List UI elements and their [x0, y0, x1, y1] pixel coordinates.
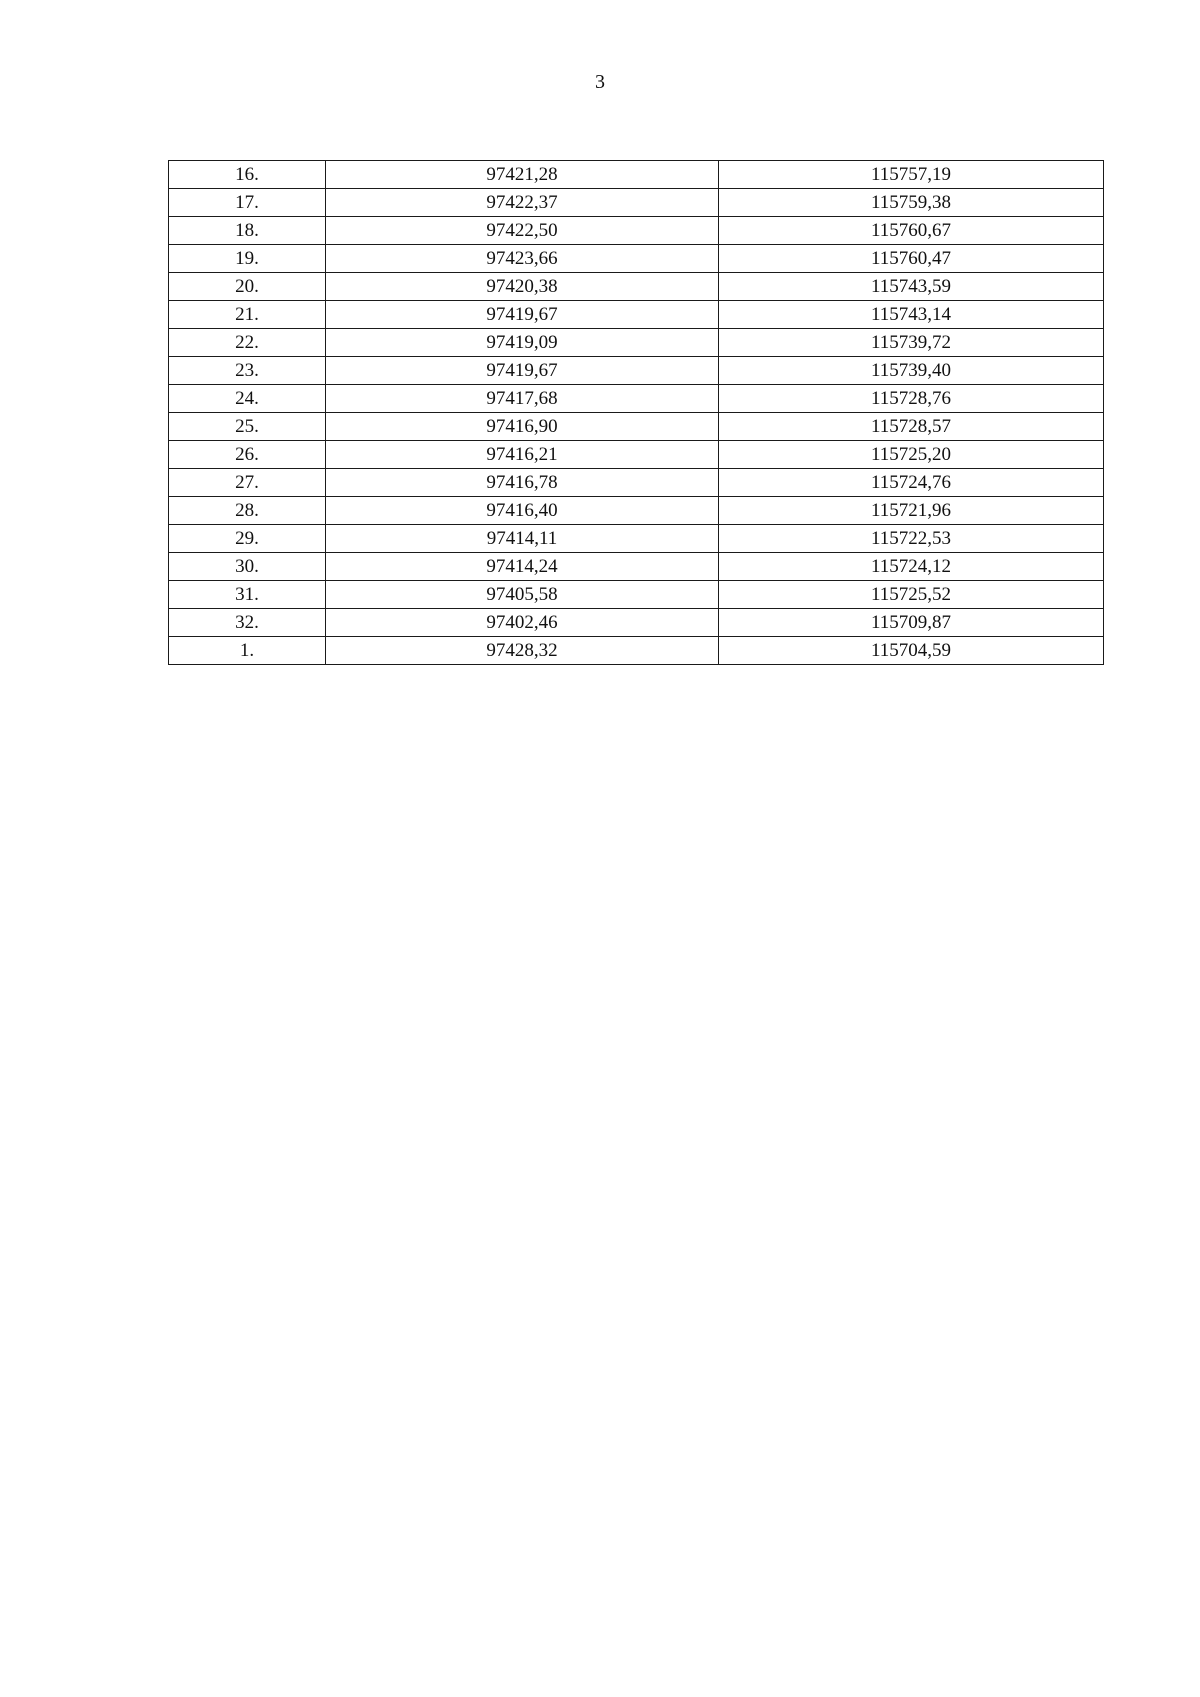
point-number-cell: 22.	[169, 329, 326, 357]
x-coordinate-cell: 97417,68	[326, 385, 719, 413]
y-coordinate-cell: 115728,76	[719, 385, 1104, 413]
point-number-cell: 32.	[169, 609, 326, 637]
table-row	[169, 413, 1104, 441]
y-coordinate-cell: 115724,12	[719, 553, 1104, 581]
x-coordinate-cell: 97420,38	[326, 273, 719, 301]
x-coordinate-cell: 97405,58	[326, 581, 719, 609]
y-coordinate-cell: 115739,72	[719, 329, 1104, 357]
table-row	[169, 189, 1104, 217]
table-row	[169, 385, 1104, 413]
x-coordinate-cell: 97402,46	[326, 609, 719, 637]
point-number-cell: 19.	[169, 245, 326, 273]
table-row	[169, 497, 1104, 525]
table-row	[169, 525, 1104, 553]
table-row	[169, 609, 1104, 637]
y-coordinate-cell: 115759,38	[719, 189, 1104, 217]
table-row	[169, 161, 1104, 189]
point-number-cell: 17.	[169, 189, 326, 217]
y-coordinate-cell: 115760,67	[719, 217, 1104, 245]
point-number-cell: 18.	[169, 217, 326, 245]
table-row	[169, 553, 1104, 581]
table-row	[169, 245, 1104, 273]
point-number-cell: 23.	[169, 357, 326, 385]
table-row	[169, 357, 1104, 385]
point-number-cell: 27.	[169, 469, 326, 497]
table-row	[169, 637, 1104, 665]
y-coordinate-cell: 115725,52	[719, 581, 1104, 609]
x-coordinate-cell: 97419,67	[326, 357, 719, 385]
point-number-cell: 31.	[169, 581, 326, 609]
y-coordinate-cell: 115760,47	[719, 245, 1104, 273]
table-row	[169, 329, 1104, 357]
point-number-cell: 25.	[169, 413, 326, 441]
y-coordinate-cell: 115743,14	[719, 301, 1104, 329]
y-coordinate-cell: 115721,96	[719, 497, 1104, 525]
y-coordinate-cell: 115704,59	[719, 637, 1104, 665]
coordinates-table	[168, 160, 1104, 665]
table-row	[169, 441, 1104, 469]
y-coordinate-cell: 115722,53	[719, 525, 1104, 553]
x-coordinate-cell: 97422,50	[326, 217, 719, 245]
x-coordinate-cell: 97414,11	[326, 525, 719, 553]
table-row	[169, 301, 1104, 329]
point-number-cell: 21.	[169, 301, 326, 329]
point-number-cell: 28.	[169, 497, 326, 525]
point-number-cell: 30.	[169, 553, 326, 581]
x-coordinate-cell: 97422,37	[326, 189, 719, 217]
y-coordinate-cell: 115728,57	[719, 413, 1104, 441]
table-row	[169, 217, 1104, 245]
table-row	[169, 273, 1104, 301]
x-coordinate-cell: 97416,90	[326, 413, 719, 441]
x-coordinate-cell: 97414,24	[326, 553, 719, 581]
x-coordinate-cell: 97421,28	[326, 161, 719, 189]
x-coordinate-cell: 97419,67	[326, 301, 719, 329]
x-coordinate-cell: 97416,40	[326, 497, 719, 525]
page-number: 3	[595, 71, 605, 93]
point-number-cell: 26.	[169, 441, 326, 469]
x-coordinate-cell: 97416,78	[326, 469, 719, 497]
table-row	[169, 581, 1104, 609]
y-coordinate-cell: 115743,59	[719, 273, 1104, 301]
x-coordinate-cell: 97428,32	[326, 637, 719, 665]
y-coordinate-cell: 115725,20	[719, 441, 1104, 469]
x-coordinate-cell: 97416,21	[326, 441, 719, 469]
y-coordinate-cell: 115724,76	[719, 469, 1104, 497]
y-coordinate-cell: 115757,19	[719, 161, 1104, 189]
point-number-cell: 29.	[169, 525, 326, 553]
point-number-cell: 1.	[169, 637, 326, 665]
y-coordinate-cell: 115709,87	[719, 609, 1104, 637]
point-number-cell: 20.	[169, 273, 326, 301]
point-number-cell: 16.	[169, 161, 326, 189]
table-row	[169, 469, 1104, 497]
coordinates-table-body	[169, 161, 1104, 665]
x-coordinate-cell: 97419,09	[326, 329, 719, 357]
x-coordinate-cell: 97423,66	[326, 245, 719, 273]
point-number-cell: 24.	[169, 385, 326, 413]
y-coordinate-cell: 115739,40	[719, 357, 1104, 385]
